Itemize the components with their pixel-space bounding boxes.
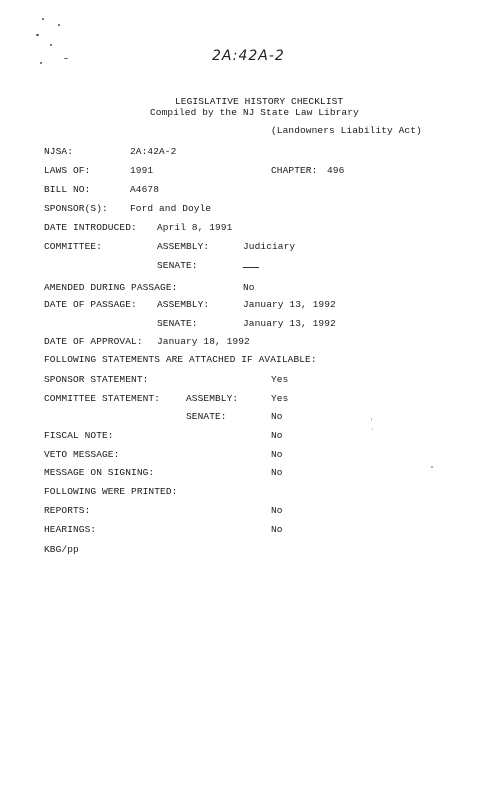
bill-value: A4678: [130, 184, 160, 195]
scan-speck: [372, 428, 373, 430]
signing-message-label: MESSAGE ON SIGNING:: [44, 467, 155, 478]
committee-statement-senate-value: No: [271, 411, 283, 422]
scan-speck: [40, 62, 42, 64]
passage-assembly-value: January 13, 1992: [243, 299, 336, 310]
reports-value: No: [271, 505, 283, 516]
blank-line: [243, 267, 259, 268]
passage-senate-value: January 13, 1992: [243, 318, 336, 329]
committee-label: COMMITTEE:: [44, 241, 103, 252]
approval-value: January 18, 1992: [157, 336, 250, 347]
signing-message-value: No: [271, 467, 283, 478]
introduced-value: April 8, 1991: [157, 222, 233, 233]
chapter-value: 496: [327, 165, 345, 176]
chapter-label: CHAPTER:: [271, 165, 318, 176]
initials: KBG/pp: [44, 544, 79, 555]
laws-label: LAWS OF:: [44, 165, 91, 176]
hearings-label: HEARINGS:: [44, 524, 97, 535]
scan-speck: [42, 18, 44, 20]
introduced-label: DATE INTRODUCED:: [44, 222, 137, 233]
scan-speck: [371, 418, 372, 421]
approval-label: DATE OF APPROVAL:: [44, 336, 143, 347]
committee-senate-label: SENATE:: [157, 260, 198, 271]
veto-message-label: VETO MESSAGE:: [44, 449, 120, 460]
fiscal-note-label: FISCAL NOTE:: [44, 430, 114, 441]
bill-label: BILL NO:: [44, 184, 91, 195]
sponsor-value: Ford and Doyle: [130, 203, 212, 214]
njsa-value: 2A:42A-2: [130, 146, 177, 157]
veto-message-value: No: [271, 449, 283, 460]
passage-assembly-label: ASSEMBLY:: [157, 299, 210, 310]
amended-label: AMENDED DURING PASSAGE:: [44, 282, 178, 293]
document-title: LEGISLATIVE HISTORY CHECKLIST: [175, 96, 344, 107]
committee-statement-senate-label: SENATE:: [186, 411, 227, 422]
laws-value: 1991: [130, 165, 154, 176]
committee-assembly-value: Judiciary: [243, 241, 296, 252]
scan-speck: [431, 466, 433, 468]
committee-statement-assembly-value: Yes: [271, 393, 289, 404]
fiscal-note-value: No: [271, 430, 283, 441]
scan-speck: [64, 58, 68, 59]
scan-speck: [36, 34, 39, 36]
compiled-by: Compiled by the NJ State Law Library: [150, 107, 359, 118]
passage-senate-label: SENATE:: [157, 318, 198, 329]
sponsor-statement-label: SPONSOR STATEMENT:: [44, 374, 149, 385]
passage-label: DATE OF PASSAGE:: [44, 299, 137, 310]
printed-heading: FOLLOWING WERE PRINTED:: [44, 486, 178, 497]
njsa-label: NJSA:: [44, 146, 74, 157]
handwritten-reference: 2A:42A-2: [212, 48, 285, 64]
amended-value: No: [243, 282, 255, 293]
committee-statement-assembly-label: ASSEMBLY:: [186, 393, 239, 404]
scan-speck: [58, 24, 60, 26]
sponsor-label: SPONSOR(S):: [44, 203, 108, 214]
hearings-value: No: [271, 524, 283, 535]
sponsor-statement-value: Yes: [271, 374, 289, 385]
attached-heading: FOLLOWING STATEMENTS ARE ATTACHED IF AVAILABLE:: [44, 354, 317, 365]
act-name: (Landowners Liability Act): [271, 125, 422, 136]
committee-statement-label: COMMITTEE STATEMENT:: [44, 393, 161, 404]
reports-label: REPORTS:: [44, 505, 91, 516]
scan-speck: [50, 44, 52, 46]
committee-assembly-label: ASSEMBLY:: [157, 241, 210, 252]
